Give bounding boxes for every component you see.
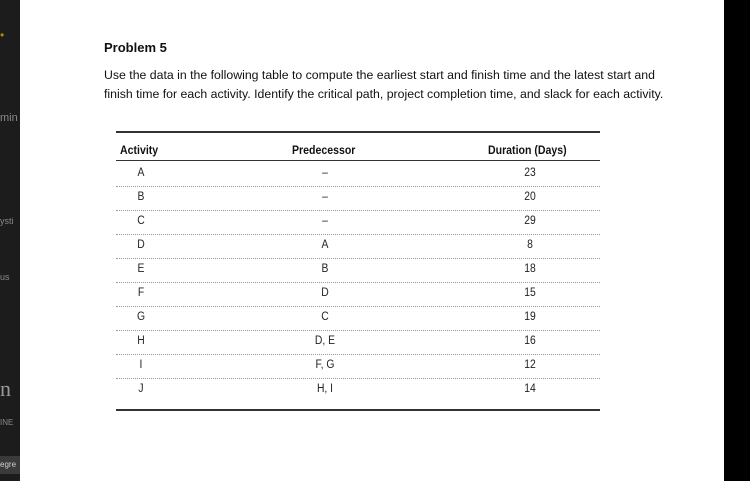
cell-predecessor: – (322, 215, 328, 227)
ghost-text: n (0, 376, 11, 401)
cell-activity: G (136, 311, 146, 323)
cell-activity: E (137, 263, 145, 275)
ghost-text: us (0, 272, 10, 282)
table-row (116, 211, 600, 235)
table-row (116, 187, 600, 211)
cell-activity: J (138, 383, 144, 395)
table-top-rule (116, 131, 600, 133)
header-activity: Activity (120, 143, 159, 157)
cell-predecessor: H, I (316, 383, 334, 395)
problem-title: Problem 5 (104, 40, 167, 55)
header-duration: Duration (Days) (488, 143, 567, 157)
cell-duration: 8 (527, 239, 533, 251)
cell-activity: D (137, 239, 145, 251)
table-row (116, 355, 600, 379)
cell-activity: H (137, 335, 145, 347)
cell-activity: B (137, 191, 145, 203)
table-row (116, 259, 600, 283)
cell-predecessor: A (321, 239, 329, 251)
ghost-text: INE (0, 418, 14, 427)
cell-predecessor: C (321, 311, 329, 323)
cell-activity: I (139, 359, 143, 371)
cell-predecessor: – (322, 167, 328, 179)
cell-duration: 19 (524, 311, 536, 323)
problem-text: Use the data in the following table to compute the earliest start and finish time and the latest start and finish time for each activity. Identify the critical path, project completion time, and slack for each activity. (104, 68, 664, 101)
ghost-button-text[interactable]: egre (0, 456, 20, 474)
table-row (116, 283, 600, 307)
cell-duration: 12 (524, 359, 536, 371)
background-window-strip (0, 0, 20, 481)
document-page (20, 0, 724, 481)
cell-duration: 29 (524, 215, 536, 227)
table-row (116, 379, 600, 403)
table-row (116, 307, 600, 331)
cell-predecessor: B (321, 263, 329, 275)
cell-duration: 16 (524, 335, 536, 347)
cell-predecessor: D (321, 287, 329, 299)
cell-predecessor: – (322, 191, 328, 203)
ghost-text: min (0, 112, 18, 124)
cell-duration: 23 (524, 167, 536, 179)
table-row (116, 331, 600, 355)
ghost-text: ysti (0, 216, 14, 226)
table-row (116, 163, 600, 187)
ghost-text: • (0, 28, 5, 42)
cell-predecessor: F, G (315, 359, 335, 371)
cell-predecessor: D, E (314, 335, 336, 347)
table-row (116, 235, 600, 259)
cell-activity: F (137, 287, 145, 299)
cell-duration: 14 (524, 383, 536, 395)
header-predecessor: Predecessor (292, 143, 356, 157)
cell-activity: C (137, 215, 145, 227)
cell-duration: 15 (524, 287, 536, 299)
cell-activity: A (137, 167, 145, 179)
table-bottom-rule (116, 409, 600, 411)
cell-duration: 18 (524, 263, 536, 275)
cell-duration: 20 (524, 191, 536, 203)
table-header-rule (116, 160, 600, 161)
